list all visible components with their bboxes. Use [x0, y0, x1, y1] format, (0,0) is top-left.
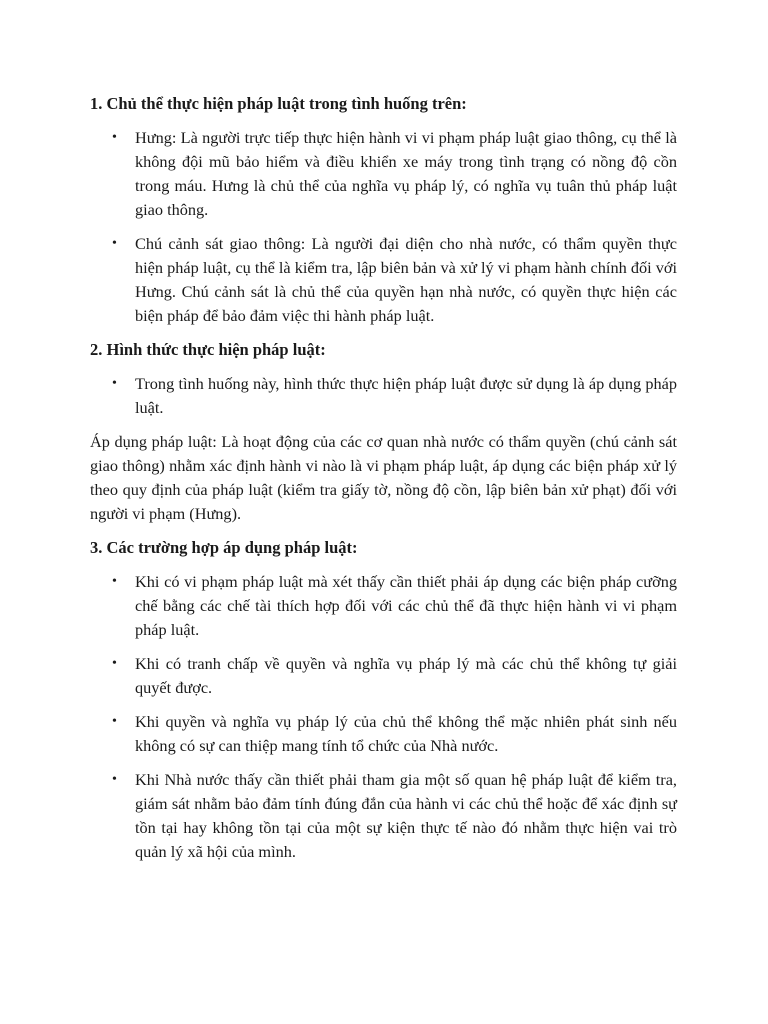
list-item-text: Chú cảnh sát giao thông: Là người đại diện cho nhà nước, có thẩm quyền thực hiện pháp luật, cụ thể là kiểm tra, lập biên bản và xử lý vi phạm hành chính đối với Hưng. Chú cảnh sát là chủ thể của quyền hạn nhà nước, có quyền thực hiện các biện pháp để bảo đảm việc thi hành pháp luật.: [135, 234, 677, 325]
list-item: [90, 710, 677, 758]
list-item-text: Trong tình huống này, hình thức thực hiện pháp luật được sử dụng là áp dụng pháp luật.: [135, 374, 677, 417]
bullet-icon: •: [112, 376, 117, 391]
bullet-icon: •: [112, 574, 117, 589]
list-item: [90, 232, 677, 328]
list-item: [90, 570, 677, 642]
bullet-list-section-1: [90, 126, 677, 328]
list-item: [90, 652, 677, 700]
section-heading-2: 2. Hình thức thực hiện pháp luật:: [90, 340, 326, 359]
bullet-icon: •: [112, 656, 117, 671]
section-heading-1: 1. Chủ thể thực hiện pháp luật trong tình huống trên:: [90, 94, 467, 113]
list-item-text: Khi Nhà nước thấy cần thiết phải tham gia một số quan hệ pháp luật để kiểm tra, giám sát nhằm bảo đảm tính đúng đắn của hành vi các chủ thể hoặc để xác định sự tồn tại hay không tồn tại của một sự kiện thực tế nào đó nhằm thực hiện vai trò quản lý xã hội của mình.: [135, 770, 677, 861]
bullet-icon: •: [112, 236, 117, 251]
bullet-list-section-2: [90, 372, 677, 420]
list-item: [90, 372, 677, 420]
list-item: [90, 768, 677, 864]
bullet-icon: •: [112, 772, 117, 787]
bullet-icon: •: [112, 130, 117, 145]
list-item-text: Khi có vi phạm pháp luật mà xét thấy cần thiết phải áp dụng các biện pháp cưỡng chế bằng các chế tài thích hợp đối với các chủ thể đã thực hiện hành vi vi phạm pháp luật.: [135, 572, 677, 639]
list-item-text: Hưng: Là người trực tiếp thực hiện hành vi vi phạm pháp luật giao thông, cụ thể là không đội mũ bảo hiểm và điều khiển xe máy trong tình trạng có nồng độ cồn trong máu. Hưng là chủ thể của nghĩa vụ pháp lý, có nghĩa vụ tuân thủ pháp luật giao thông.: [135, 128, 677, 219]
section-heading-3: 3. Các trường hợp áp dụng pháp luật:: [90, 538, 358, 557]
list-item-text: Khi quyền và nghĩa vụ pháp lý của chủ thể không thể mặc nhiên phát sinh nếu không có sự can thiệp mang tính tổ chức của Nhà nước.: [135, 712, 677, 755]
list-item: [90, 126, 677, 222]
bullet-list-section-3: [90, 570, 677, 864]
paragraph-definition: Áp dụng pháp luật: Là hoạt động của các cơ quan nhà nước có thẩm quyền (chú cảnh sát giao thông) nhằm xác định hành vi nào là vi phạm pháp luật, áp dụng các biện pháp xử lý theo quy định của pháp luật (kiểm tra giấy tờ, nồng độ cồn, lập biên bản xử phạt) đối với người vi phạm (Hưng).: [90, 432, 677, 523]
bullet-icon: •: [112, 714, 117, 729]
list-item-text: Khi có tranh chấp về quyền và nghĩa vụ pháp lý mà các chủ thể không tự giải quyết được.: [135, 654, 677, 697]
